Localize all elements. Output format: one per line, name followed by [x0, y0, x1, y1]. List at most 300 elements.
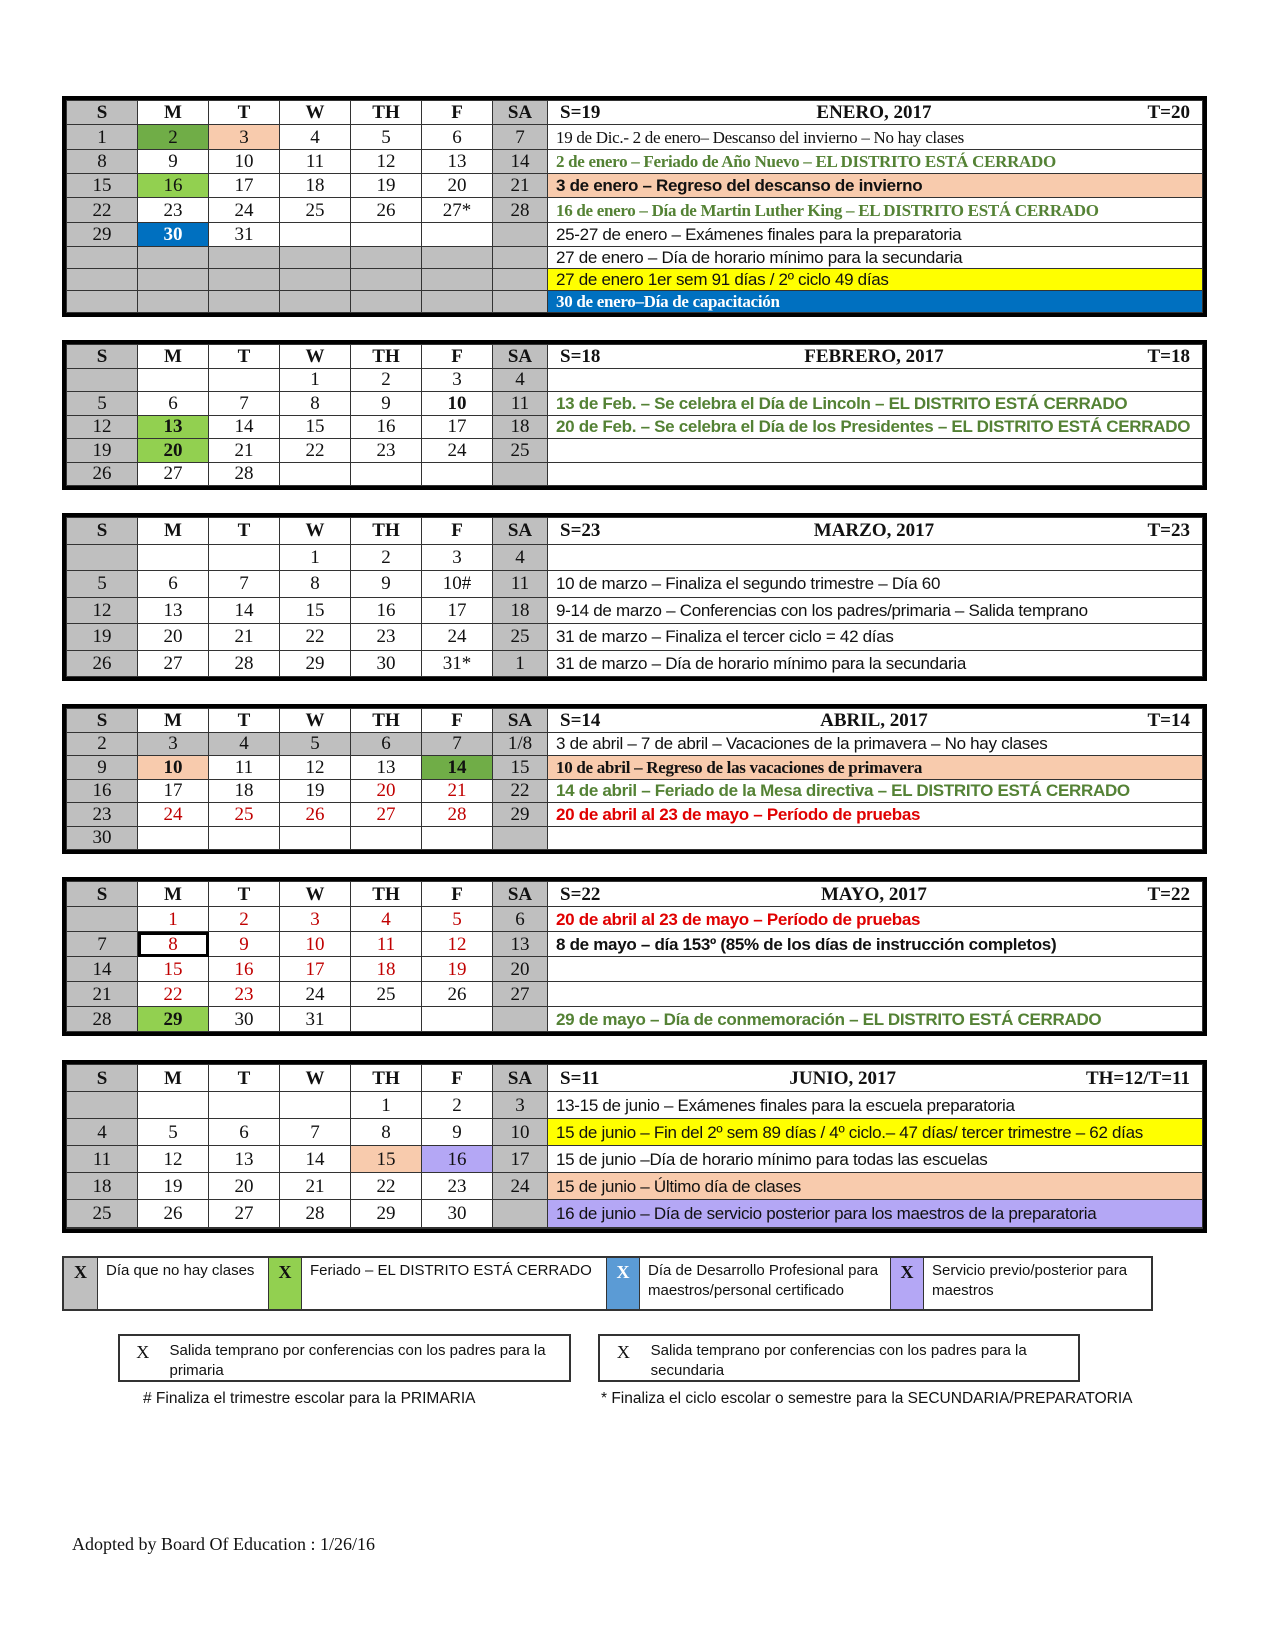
event-cell	[548, 462, 1203, 486]
day-cell: 10	[422, 392, 493, 416]
legend-text-no-school: Día que no hay clases	[106, 1262, 255, 1279]
day-cell: 15	[351, 1146, 422, 1173]
day-header: M	[138, 518, 209, 545]
teacher-days-count: T=14	[1147, 709, 1190, 731]
day-cell: 1	[280, 544, 351, 571]
day-cell	[351, 826, 422, 850]
day-cell: 5	[351, 125, 422, 149]
adopted-note: Adopted by Board Of Education : 1/26/16	[72, 1534, 375, 1554]
month-title	[548, 101, 1203, 125]
week-row	[67, 174, 1203, 198]
month-name: JUNIO, 2017	[789, 1067, 896, 1089]
day-cell: 17	[422, 415, 493, 439]
day-header: W	[280, 101, 351, 125]
day-cell: 1/8	[493, 732, 548, 756]
month-block	[62, 704, 1207, 854]
day-cell: 16	[351, 597, 422, 624]
day-cell: 18	[209, 779, 280, 803]
note-primary-early-release	[118, 1334, 571, 1382]
day-cell: 28	[280, 1200, 351, 1227]
day-cell: 12	[422, 932, 493, 957]
day-cell: 20	[138, 624, 209, 651]
day-cell	[280, 222, 351, 246]
week-row	[67, 826, 1203, 850]
teacher-days-count: T=20	[1147, 102, 1190, 124]
day-cell: 8	[138, 932, 209, 957]
week-row	[67, 732, 1203, 756]
day-cell: 17	[422, 597, 493, 624]
teacher-days-count: T=22	[1147, 883, 1190, 905]
day-header: T	[209, 345, 280, 369]
day-cell: 21	[209, 624, 280, 651]
day-cell: 27	[351, 803, 422, 827]
school-days-count: S=23	[560, 520, 601, 542]
day-cell: 27*	[422, 198, 493, 222]
event-cell: 10 de marzo – Finaliza el segundo trimestre – Día 60	[548, 571, 1203, 598]
day-cell: 31	[280, 1007, 351, 1032]
day-cell: 15	[67, 174, 138, 198]
month-name: FEBRERO, 2017	[804, 345, 944, 367]
day-cell	[209, 1227, 280, 1228]
day-cell: 24	[209, 198, 280, 222]
day-cell: 5	[67, 392, 138, 416]
day-cell: 12	[67, 415, 138, 439]
day-cell: 22	[280, 439, 351, 463]
day-cell: 19	[138, 1173, 209, 1200]
day-cell	[280, 291, 351, 313]
day-cell	[493, 247, 548, 269]
week-row	[67, 415, 1203, 439]
day-cell	[351, 1007, 422, 1032]
day-cell: 20	[138, 439, 209, 463]
day-cell	[280, 1227, 351, 1228]
day-cell: 9	[209, 932, 280, 957]
event-cell	[548, 982, 1203, 1007]
day-cell: 27	[138, 462, 209, 486]
day-cell: 1	[493, 650, 548, 677]
day-cell: 5	[280, 732, 351, 756]
day-cell	[138, 826, 209, 850]
day-cell: 21	[209, 439, 280, 463]
day-cell: 12	[138, 1146, 209, 1173]
event-cell: 20 de abril al 23 de mayo – Período de pruebas	[548, 907, 1203, 932]
week-row	[67, 624, 1203, 651]
day-cell: 20	[422, 174, 493, 198]
day-cell: 3	[209, 125, 280, 149]
event-cell: 20 de Feb. – Se celebra el Día de los Presidentes – EL DISTRITO ESTÁ CERRADO	[548, 415, 1203, 439]
event-cell: 8 de mayo – día 153º (85% de los días de instrucción completos)	[548, 932, 1203, 957]
day-cell: 2	[209, 907, 280, 932]
month-title	[548, 709, 1203, 733]
event-cell	[548, 439, 1203, 463]
week-row	[67, 125, 1203, 149]
week-row	[67, 650, 1203, 677]
month-title	[548, 345, 1203, 369]
event-cell	[548, 368, 1203, 392]
day-cell: 8	[67, 149, 138, 173]
week-row	[67, 247, 1203, 269]
week-row	[67, 779, 1203, 803]
day-cell: 14	[493, 149, 548, 173]
day-cell: 6	[209, 1119, 280, 1146]
day-cell: 1	[280, 368, 351, 392]
day-cell: 30	[209, 1007, 280, 1032]
day-header: TH	[351, 518, 422, 545]
day-cell: 2	[351, 544, 422, 571]
day-cell	[280, 462, 351, 486]
day-cell	[422, 1227, 493, 1228]
event-cell	[548, 1227, 1203, 1228]
day-cell: 28	[422, 803, 493, 827]
event-cell	[548, 544, 1203, 571]
day-cell	[493, 462, 548, 486]
day-cell: 19	[67, 624, 138, 651]
week-row	[67, 462, 1203, 486]
day-cell: 29	[280, 650, 351, 677]
event-cell: 16 de enero – Día de Martin Luther King – EL DISTRITO ESTÁ CERRADO	[548, 198, 1203, 222]
week-row	[67, 439, 1203, 463]
day-cell	[351, 1227, 422, 1228]
day-cell: 4	[280, 125, 351, 149]
day-header: SA	[493, 1065, 548, 1092]
day-cell: 10	[280, 932, 351, 957]
day-header: T	[209, 101, 280, 125]
day-cell: 28	[493, 198, 548, 222]
day-cell: 19	[67, 439, 138, 463]
day-cell: 6	[138, 571, 209, 598]
day-cell: 23	[351, 439, 422, 463]
day-cell: 4	[209, 732, 280, 756]
day-cell	[209, 269, 280, 291]
day-cell: 29	[351, 1200, 422, 1227]
month-header-row	[67, 345, 1203, 369]
day-cell: 28	[209, 462, 280, 486]
day-cell: 6	[138, 392, 209, 416]
week-row	[67, 982, 1203, 1007]
day-cell: 11	[67, 1146, 138, 1173]
day-cell: 21	[280, 1173, 351, 1200]
day-cell: 28	[67, 1007, 138, 1032]
day-cell: 14	[209, 415, 280, 439]
day-cell: 3	[138, 732, 209, 756]
day-cell: 13	[209, 1146, 280, 1173]
day-cell	[422, 269, 493, 291]
school-days-count: S=22	[560, 883, 601, 905]
day-cell	[67, 1092, 138, 1119]
day-cell: 4	[493, 544, 548, 571]
week-row	[67, 222, 1203, 246]
day-cell	[67, 907, 138, 932]
week-row	[67, 544, 1203, 571]
day-header: T	[209, 882, 280, 907]
day-header: F	[422, 101, 493, 125]
day-cell: 13	[493, 932, 548, 957]
day-header: T	[209, 1065, 280, 1092]
day-header: F	[422, 1065, 493, 1092]
day-cell: 26	[422, 982, 493, 1007]
day-cell: 7	[493, 125, 548, 149]
day-cell	[280, 826, 351, 850]
day-cell: 3	[422, 544, 493, 571]
day-cell: 18	[493, 415, 548, 439]
day-cell: 26	[67, 650, 138, 677]
day-cell: 1	[351, 1092, 422, 1119]
day-cell: 18	[67, 1173, 138, 1200]
day-cell: 16	[422, 1146, 493, 1173]
day-cell	[351, 222, 422, 246]
day-cell	[138, 1227, 209, 1228]
day-cell: 7	[280, 1119, 351, 1146]
week-row	[67, 1007, 1203, 1032]
footnote-primary: # Finaliza el trimestre escolar para la PRIMARIA	[143, 1390, 476, 1407]
day-cell: 27	[138, 650, 209, 677]
day-header: TH	[351, 101, 422, 125]
day-cell: 17	[138, 779, 209, 803]
event-cell: 10 de abril – Regreso de las vacaciones de primavera	[548, 756, 1203, 780]
day-cell: 28	[209, 650, 280, 677]
day-cell: 14	[67, 957, 138, 982]
day-cell: 24	[422, 624, 493, 651]
week-row	[67, 149, 1203, 173]
day-cell: 10	[209, 149, 280, 173]
day-header: T	[209, 518, 280, 545]
day-header: W	[280, 345, 351, 369]
day-header: TH	[351, 709, 422, 733]
day-cell	[67, 1227, 138, 1228]
day-header: SA	[493, 709, 548, 733]
day-cell: 12	[280, 756, 351, 780]
day-cell	[67, 544, 138, 571]
day-cell: 13	[138, 597, 209, 624]
day-cell	[209, 544, 280, 571]
day-cell: 18	[493, 597, 548, 624]
note-secondary-early-release	[598, 1334, 1080, 1382]
day-cell	[493, 826, 548, 850]
day-cell: 2	[351, 368, 422, 392]
day-cell: 21	[493, 174, 548, 198]
day-header: F	[422, 518, 493, 545]
day-cell	[351, 269, 422, 291]
day-cell	[422, 291, 493, 313]
week-row	[67, 756, 1203, 780]
day-cell	[351, 462, 422, 486]
day-cell: 26	[138, 1200, 209, 1227]
event-cell: 27 de enero – Día de horario mínimo para la secundaria	[548, 247, 1203, 269]
month-header-row	[67, 518, 1203, 545]
event-cell: 13-15 de junio – Exámenes finales para la escuela preparatoria	[548, 1092, 1203, 1119]
day-cell	[67, 291, 138, 313]
day-cell: 2	[422, 1092, 493, 1119]
day-header: SA	[493, 518, 548, 545]
day-header: S	[67, 518, 138, 545]
legend	[62, 1256, 1153, 1311]
month-title	[548, 1065, 1203, 1092]
day-cell: 16	[209, 957, 280, 982]
day-cell: 4	[351, 907, 422, 932]
month-name: MAYO, 2017	[820, 883, 927, 905]
day-cell: 15	[280, 415, 351, 439]
day-cell: 16	[67, 779, 138, 803]
day-cell: 24	[493, 1173, 548, 1200]
week-row	[67, 907, 1203, 932]
day-cell: 21	[67, 982, 138, 1007]
day-cell	[280, 247, 351, 269]
day-cell	[209, 1092, 280, 1119]
day-cell: 25	[493, 624, 548, 651]
day-header: W	[280, 882, 351, 907]
day-cell	[493, 222, 548, 246]
day-header: TH	[351, 1065, 422, 1092]
day-cell: 12	[67, 597, 138, 624]
day-cell	[280, 269, 351, 291]
day-cell: 26	[67, 462, 138, 486]
day-cell: 8	[280, 392, 351, 416]
note-secondary-mark: X	[616, 1342, 630, 1362]
day-cell	[138, 291, 209, 313]
day-cell: 30	[138, 222, 209, 246]
day-cell	[351, 247, 422, 269]
day-header: SA	[493, 101, 548, 125]
day-cell: 6	[351, 732, 422, 756]
day-header: S	[67, 709, 138, 733]
day-cell: 22	[67, 198, 138, 222]
event-cell: 16 de junio – Día de servicio posterior para los maestros de la preparatoria	[548, 1200, 1203, 1227]
day-cell: 9	[138, 149, 209, 173]
day-cell	[493, 291, 548, 313]
day-cell: 23	[351, 624, 422, 651]
event-cell: 2 de enero – Feriado de Año Nuevo – EL DISTRITO ESTÁ CERRADO	[548, 149, 1203, 173]
day-cell: 27	[209, 1200, 280, 1227]
day-cell: 6	[493, 907, 548, 932]
event-cell: 3 de abril – 7 de abril – Vacaciones de la primavera – No hay clases	[548, 732, 1203, 756]
day-cell: 25	[209, 803, 280, 827]
event-cell: 14 de abril – Feriado de la Mesa directiva – EL DISTRITO ESTÁ CERRADO	[548, 779, 1203, 803]
week-row	[67, 1200, 1203, 1227]
day-cell: 5	[422, 907, 493, 932]
month-header-row	[67, 101, 1203, 125]
event-cell: 29 de mayo – Día de conmemoración – EL DISTRITO ESTÁ CERRADO	[548, 1007, 1203, 1032]
day-cell	[138, 269, 209, 291]
day-cell: 15	[493, 756, 548, 780]
day-header: W	[280, 518, 351, 545]
week-row	[67, 291, 1203, 313]
day-cell: 18	[280, 174, 351, 198]
event-cell: 25-27 de enero – Exámenes finales para la preparatoria	[548, 222, 1203, 246]
footnote-secondary: * Finaliza el ciclo escolar o semestre para la SECUNDARIA/PREPARATORIA	[601, 1390, 1133, 1407]
day-header: M	[138, 1065, 209, 1092]
week-row	[67, 1146, 1203, 1173]
event-cell: 3 de enero – Regreso del descanso de invierno	[548, 174, 1203, 198]
day-cell: 23	[67, 803, 138, 827]
school-days-count: S=19	[560, 102, 601, 124]
legend-text-pd: Día de Desarrollo Profesional para maestros/personal certificado	[648, 1262, 879, 1299]
teacher-days-count: T=18	[1147, 345, 1190, 367]
day-cell: 24	[138, 803, 209, 827]
day-cell: 24	[422, 439, 493, 463]
teacher-days-count: T=23	[1147, 520, 1190, 542]
day-cell: 16	[351, 415, 422, 439]
day-cell	[493, 1007, 548, 1032]
week-row	[67, 803, 1203, 827]
day-cell	[138, 247, 209, 269]
day-cell: 3	[493, 1092, 548, 1119]
event-cell: 15 de junio – Último día de clases	[548, 1173, 1203, 1200]
day-cell: 1	[67, 125, 138, 149]
day-cell: 11	[493, 392, 548, 416]
legend-swatch-no-school: X	[64, 1258, 98, 1309]
legend-swatch-holiday: X	[268, 1258, 302, 1309]
day-cell: 23	[138, 198, 209, 222]
day-cell	[67, 269, 138, 291]
day-cell: 31*	[422, 650, 493, 677]
day-header: F	[422, 882, 493, 907]
day-cell	[422, 222, 493, 246]
day-cell	[351, 291, 422, 313]
day-cell: 9	[422, 1119, 493, 1146]
day-cell: 31	[209, 222, 280, 246]
day-cell	[209, 368, 280, 392]
day-cell: 13	[422, 149, 493, 173]
day-cell: 5	[67, 571, 138, 598]
day-cell: 29	[493, 803, 548, 827]
day-cell: 27	[493, 982, 548, 1007]
week-row	[67, 392, 1203, 416]
day-cell	[209, 826, 280, 850]
day-cell: 11	[493, 571, 548, 598]
day-cell: 20	[493, 957, 548, 982]
day-cell: 8	[351, 1119, 422, 1146]
day-header: S	[67, 345, 138, 369]
day-header: SA	[493, 882, 548, 907]
school-days-count: S=14	[560, 709, 601, 731]
day-cell	[422, 1007, 493, 1032]
event-cell: 13 de Feb. – Se celebra el Día de Lincoln – EL DISTRITO ESTÁ CERRADO	[548, 392, 1203, 416]
day-cell: 7	[209, 392, 280, 416]
note-secondary-text: Salida temprano por conferencias con los padres para la secundaria	[650, 1342, 1027, 1379]
week-row	[67, 1092, 1203, 1119]
week-row	[67, 597, 1203, 624]
month-title	[548, 882, 1203, 907]
day-cell: 20	[209, 1173, 280, 1200]
day-cell	[138, 1092, 209, 1119]
month-block	[62, 1060, 1207, 1233]
day-cell: 23	[209, 982, 280, 1007]
day-cell: 30	[351, 650, 422, 677]
event-cell: 9-14 de marzo – Conferencias con los padres/primaria – Salida temprano	[548, 597, 1203, 624]
day-cell: 4	[67, 1119, 138, 1146]
school-days-count: S=18	[560, 345, 601, 367]
month-header-row	[67, 882, 1203, 907]
day-cell: 24	[280, 982, 351, 1007]
day-header: S	[67, 101, 138, 125]
day-cell: 12	[351, 149, 422, 173]
day-cell: 7	[209, 571, 280, 598]
day-cell: 13	[351, 756, 422, 780]
day-cell: 19	[280, 779, 351, 803]
note-primary-text: Salida temprano por conferencias con los padres para la primaria	[169, 1342, 546, 1379]
month-block	[62, 513, 1207, 681]
day-cell: 25	[67, 1200, 138, 1227]
day-cell: 15	[138, 957, 209, 982]
day-cell: 15	[280, 597, 351, 624]
day-header: M	[138, 882, 209, 907]
day-cell: 10	[493, 1119, 548, 1146]
day-cell: 5	[138, 1119, 209, 1146]
month-name: ENERO, 2017	[816, 102, 932, 124]
day-cell: 11	[209, 756, 280, 780]
day-header: M	[138, 345, 209, 369]
day-cell: 30	[422, 1200, 493, 1227]
